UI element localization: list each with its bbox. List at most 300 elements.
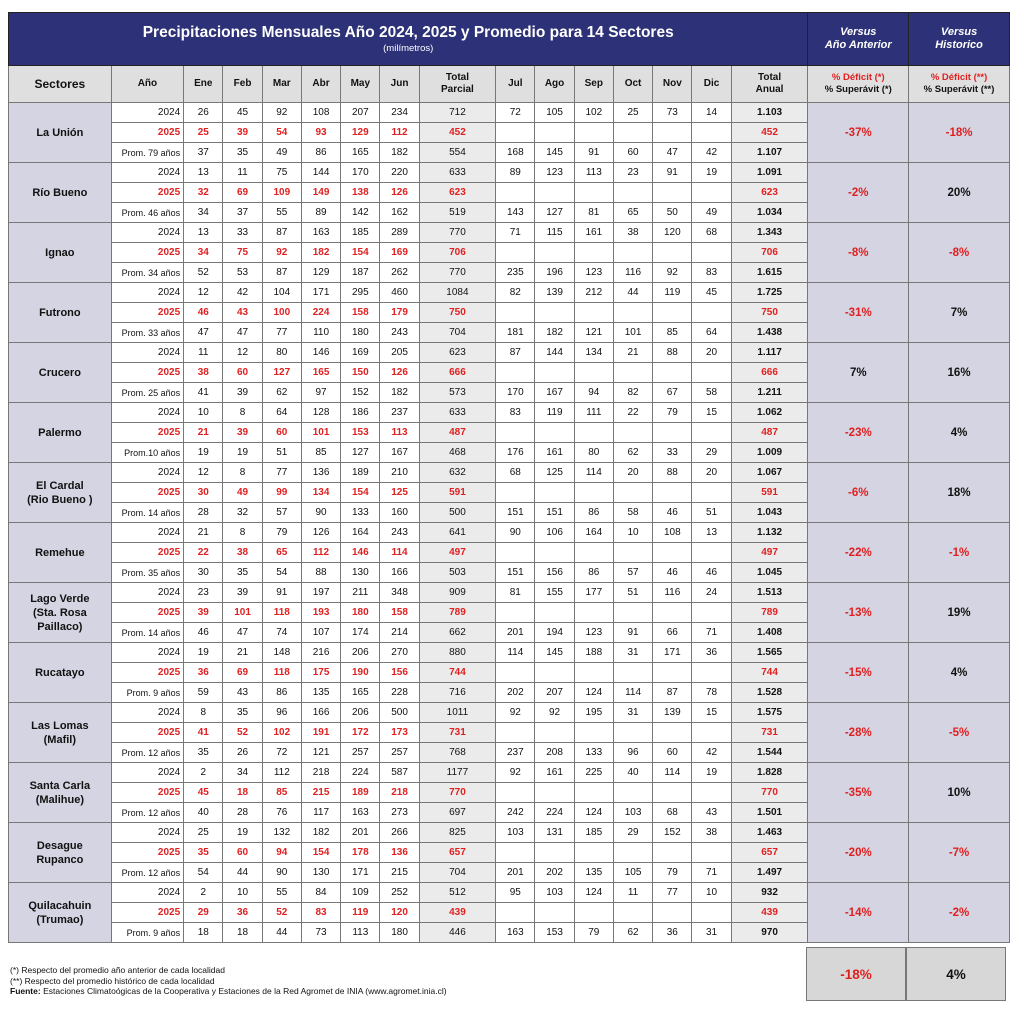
month-value: 166 bbox=[380, 563, 419, 583]
total-parcial-value: 770 bbox=[419, 223, 496, 243]
month-value: 171 bbox=[653, 643, 692, 663]
month-value: 54 bbox=[262, 123, 301, 143]
total-anual-value: 1.463 bbox=[731, 823, 808, 843]
month-value: 43 bbox=[223, 303, 262, 323]
month-value: 185 bbox=[574, 823, 613, 843]
month-value: 117 bbox=[301, 803, 340, 823]
month-value: 38 bbox=[184, 363, 223, 383]
month-value: 196 bbox=[535, 263, 574, 283]
month-value: 25 bbox=[184, 823, 223, 843]
row-year-label: Prom. 12 años bbox=[111, 803, 183, 823]
month-value: 38 bbox=[692, 823, 731, 843]
month-value bbox=[496, 843, 535, 863]
month-value: 52 bbox=[223, 723, 262, 743]
month-value: 10 bbox=[613, 523, 652, 543]
month-value: 71 bbox=[496, 223, 535, 243]
month-value: 69 bbox=[223, 183, 262, 203]
month-value bbox=[574, 843, 613, 863]
row-year-label: 2024 bbox=[111, 703, 183, 723]
total-anual-value: 1.091 bbox=[731, 163, 808, 183]
sector-name: Crucero bbox=[9, 343, 112, 403]
month-value: 132 bbox=[262, 823, 301, 843]
total-parcial-value: 657 bbox=[419, 843, 496, 863]
total-anual-value: 731 bbox=[731, 723, 808, 743]
total-anual-value: 1.408 bbox=[731, 623, 808, 643]
month-value bbox=[496, 903, 535, 923]
month-value: 31 bbox=[613, 643, 652, 663]
month-value: 225 bbox=[574, 763, 613, 783]
total-anual-value: 1.062 bbox=[731, 403, 808, 423]
month-value: 86 bbox=[574, 563, 613, 583]
month-value: 116 bbox=[653, 583, 692, 603]
month-value: 10 bbox=[184, 403, 223, 423]
month-value: 8 bbox=[223, 463, 262, 483]
row-year-label: 2024 bbox=[111, 163, 183, 183]
versus-previous-value: -23% bbox=[808, 403, 909, 463]
month-value: 224 bbox=[301, 303, 340, 323]
total-parcial-value: 825 bbox=[419, 823, 496, 843]
month-value: 35 bbox=[223, 563, 262, 583]
total-anual-value: 1.117 bbox=[731, 343, 808, 363]
month-value: 169 bbox=[341, 343, 380, 363]
total-parcial-value: 704 bbox=[419, 863, 496, 883]
month-value: 145 bbox=[535, 643, 574, 663]
month-value: 187 bbox=[341, 263, 380, 283]
month-value: 243 bbox=[380, 323, 419, 343]
month-value: 94 bbox=[574, 383, 613, 403]
total-versus-historic: 4% bbox=[906, 947, 1006, 1001]
month-value: 150 bbox=[341, 363, 380, 383]
month-value: 92 bbox=[496, 703, 535, 723]
total-anual-value: 1.107 bbox=[731, 143, 808, 163]
month-value bbox=[535, 723, 574, 743]
month-value bbox=[613, 723, 652, 743]
month-value: 119 bbox=[535, 403, 574, 423]
versus-previous-value: -6% bbox=[808, 463, 909, 523]
month-value: 83 bbox=[496, 403, 535, 423]
month-value: 182 bbox=[301, 243, 340, 263]
month-value: 87 bbox=[262, 263, 301, 283]
table-subtitle: (milímetros) bbox=[383, 43, 434, 54]
month-value: 154 bbox=[341, 483, 380, 503]
row-year-label: 2024 bbox=[111, 463, 183, 483]
month-value: 75 bbox=[262, 163, 301, 183]
month-value: 205 bbox=[380, 343, 419, 363]
month-value: 92 bbox=[535, 703, 574, 723]
month-value: 114 bbox=[653, 763, 692, 783]
source-text: Estaciones Climatoógicas de la Cooperativa y Estaciones de la Red Agromet de INIA (www.agromet.inia.cl) bbox=[40, 986, 447, 996]
row-year-label: Prom. 14 años bbox=[111, 623, 183, 643]
month-value: 21 bbox=[184, 423, 223, 443]
month-value: 135 bbox=[301, 683, 340, 703]
month-value: 129 bbox=[301, 263, 340, 283]
month-value: 105 bbox=[613, 863, 652, 883]
month-value: 587 bbox=[380, 763, 419, 783]
month-value: 79 bbox=[574, 923, 613, 943]
versus-historic-header: Versus Historico bbox=[909, 13, 1010, 66]
month-value: 45 bbox=[184, 783, 223, 803]
month-value bbox=[653, 183, 692, 203]
versus-historic-value: 20% bbox=[909, 163, 1010, 223]
month-value bbox=[653, 543, 692, 563]
row-year-label: 2024 bbox=[111, 883, 183, 903]
month-value: 160 bbox=[380, 503, 419, 523]
month-value: 134 bbox=[574, 343, 613, 363]
month-value: 197 bbox=[301, 583, 340, 603]
versus-historic-value: -1% bbox=[909, 523, 1010, 583]
total-anual-value: 1.828 bbox=[731, 763, 808, 783]
month-value: 133 bbox=[341, 503, 380, 523]
month-value: 266 bbox=[380, 823, 419, 843]
versus-previous-value: 7% bbox=[808, 343, 909, 403]
table-row bbox=[9, 223, 1010, 243]
month-value: 119 bbox=[653, 283, 692, 303]
month-value: 193 bbox=[301, 603, 340, 623]
month-value: 86 bbox=[574, 503, 613, 523]
month-value: 51 bbox=[262, 443, 301, 463]
month-value bbox=[496, 303, 535, 323]
row-year-label: Prom. 9 años bbox=[111, 923, 183, 943]
month-value: 124 bbox=[574, 883, 613, 903]
month-value: 121 bbox=[301, 743, 340, 763]
month-value bbox=[496, 483, 535, 503]
total-parcial-value: 706 bbox=[419, 243, 496, 263]
month-value bbox=[496, 423, 535, 443]
month-value: 76 bbox=[262, 803, 301, 823]
month-value: 52 bbox=[184, 263, 223, 283]
month-value: 52 bbox=[262, 903, 301, 923]
month-value: 182 bbox=[380, 383, 419, 403]
row-year-label: 2025 bbox=[111, 423, 183, 443]
row-year-label: 2025 bbox=[111, 183, 183, 203]
month-value: 40 bbox=[184, 803, 223, 823]
total-anual-value: 970 bbox=[731, 923, 808, 943]
month-value: 11 bbox=[184, 343, 223, 363]
total-parcial-value: 439 bbox=[419, 903, 496, 923]
sectores-header: Sectores bbox=[9, 66, 112, 103]
month-value: 168 bbox=[496, 143, 535, 163]
month-value: 91 bbox=[574, 143, 613, 163]
month-value: 19 bbox=[223, 823, 262, 843]
month-value: 10 bbox=[692, 883, 731, 903]
table-row bbox=[9, 163, 1010, 183]
month-value: 14 bbox=[692, 103, 731, 123]
row-year-label: 2025 bbox=[111, 483, 183, 503]
versus-historic-value: 10% bbox=[909, 763, 1010, 823]
row-year-label: 2025 bbox=[111, 123, 183, 143]
month-value: 42 bbox=[692, 743, 731, 763]
total-anual-value: 1.034 bbox=[731, 203, 808, 223]
month-value: 149 bbox=[301, 183, 340, 203]
month-value: 13 bbox=[184, 163, 223, 183]
month-value bbox=[535, 363, 574, 383]
month-value bbox=[692, 363, 731, 383]
month-value: 180 bbox=[380, 923, 419, 943]
month-header-ene: Ene bbox=[184, 66, 223, 103]
month-value: 126 bbox=[380, 363, 419, 383]
month-value: 50 bbox=[653, 203, 692, 223]
month-value: 22 bbox=[184, 543, 223, 563]
total-parcial-value: 744 bbox=[419, 663, 496, 683]
month-value: 139 bbox=[653, 703, 692, 723]
month-value: 88 bbox=[653, 463, 692, 483]
row-year-label: 2025 bbox=[111, 303, 183, 323]
month-value: 237 bbox=[380, 403, 419, 423]
month-value: 126 bbox=[301, 523, 340, 543]
month-value bbox=[496, 663, 535, 683]
total-parcial-value: 452 bbox=[419, 123, 496, 143]
month-value bbox=[535, 183, 574, 203]
month-value: 123 bbox=[574, 263, 613, 283]
versus-historic-value: 7% bbox=[909, 283, 1010, 343]
month-value: 88 bbox=[301, 563, 340, 583]
month-value bbox=[653, 903, 692, 923]
month-value: 21 bbox=[223, 643, 262, 663]
month-value: 164 bbox=[574, 523, 613, 543]
month-value bbox=[692, 183, 731, 203]
month-value: 71 bbox=[692, 863, 731, 883]
month-value: 94 bbox=[262, 843, 301, 863]
month-value: 178 bbox=[341, 843, 380, 863]
month-value bbox=[653, 123, 692, 143]
month-value: 108 bbox=[301, 103, 340, 123]
month-value: 151 bbox=[496, 563, 535, 583]
month-value: 180 bbox=[341, 603, 380, 623]
row-year-label: Prom. 35 años bbox=[111, 563, 183, 583]
total-anual-value: 1.067 bbox=[731, 463, 808, 483]
month-value: 49 bbox=[223, 483, 262, 503]
month-value: 214 bbox=[380, 623, 419, 643]
month-value: 79 bbox=[653, 863, 692, 883]
month-value: 82 bbox=[496, 283, 535, 303]
row-year-label: 2025 bbox=[111, 903, 183, 923]
footnote-1: (*) Respecto del promedio año anterior de cada localidad bbox=[10, 965, 225, 975]
month-value: 18 bbox=[184, 923, 223, 943]
row-year-label: 2025 bbox=[111, 543, 183, 563]
month-value: 26 bbox=[223, 743, 262, 763]
month-value: 243 bbox=[380, 523, 419, 543]
month-value: 37 bbox=[184, 143, 223, 163]
total-versus-previous: -18% bbox=[806, 947, 906, 1001]
month-value: 55 bbox=[262, 203, 301, 223]
month-value: 252 bbox=[380, 883, 419, 903]
month-value: 155 bbox=[535, 583, 574, 603]
month-value: 115 bbox=[535, 223, 574, 243]
month-value bbox=[574, 423, 613, 443]
month-value: 126 bbox=[380, 183, 419, 203]
month-value: 139 bbox=[535, 283, 574, 303]
table-row bbox=[9, 643, 1010, 663]
month-value: 131 bbox=[535, 823, 574, 843]
month-value: 8 bbox=[223, 523, 262, 543]
versus-historic-value: 4% bbox=[909, 643, 1010, 703]
month-value: 89 bbox=[496, 163, 535, 183]
month-value bbox=[574, 723, 613, 743]
month-value bbox=[574, 903, 613, 923]
month-header-jun: Jun bbox=[380, 66, 419, 103]
month-value: 80 bbox=[262, 343, 301, 363]
month-value: 8 bbox=[223, 403, 262, 423]
month-value: 257 bbox=[341, 743, 380, 763]
month-value bbox=[613, 903, 652, 923]
month-value: 130 bbox=[341, 563, 380, 583]
month-value: 8 bbox=[184, 703, 223, 723]
month-value: 215 bbox=[301, 783, 340, 803]
month-value bbox=[496, 603, 535, 623]
month-value: 32 bbox=[184, 183, 223, 203]
total-parcial-value: 704 bbox=[419, 323, 496, 343]
month-value: 99 bbox=[262, 483, 301, 503]
month-value: 194 bbox=[535, 623, 574, 643]
month-value: 12 bbox=[184, 463, 223, 483]
month-value: 44 bbox=[613, 283, 652, 303]
month-value bbox=[535, 483, 574, 503]
month-value: 39 bbox=[223, 123, 262, 143]
month-value: 224 bbox=[535, 803, 574, 823]
month-value: 172 bbox=[341, 723, 380, 743]
month-value: 36 bbox=[184, 663, 223, 683]
month-value: 124 bbox=[574, 683, 613, 703]
table-row bbox=[9, 403, 1010, 423]
total-parcial-value: 750 bbox=[419, 303, 496, 323]
month-value: 73 bbox=[653, 103, 692, 123]
total-anual-value: 1.528 bbox=[731, 683, 808, 703]
total-anual-value: 1.009 bbox=[731, 443, 808, 463]
row-year-label: 2024 bbox=[111, 523, 183, 543]
sector-name: Desague Rupanco bbox=[9, 823, 112, 883]
row-year-label: Prom. 79 años bbox=[111, 143, 183, 163]
total-anual-value: 744 bbox=[731, 663, 808, 683]
sector-name: Quilacahuin (Trumao) bbox=[9, 883, 112, 943]
month-value: 80 bbox=[574, 443, 613, 463]
month-value bbox=[574, 543, 613, 563]
versus-historic-value: 18% bbox=[909, 463, 1010, 523]
month-value: 114 bbox=[574, 463, 613, 483]
month-value: 156 bbox=[380, 663, 419, 683]
month-value: 11 bbox=[613, 883, 652, 903]
row-year-label: 2024 bbox=[111, 583, 183, 603]
month-value: 175 bbox=[301, 663, 340, 683]
total-parcial-value: 666 bbox=[419, 363, 496, 383]
month-value: 40 bbox=[613, 763, 652, 783]
month-value: 237 bbox=[496, 743, 535, 763]
table-row bbox=[9, 103, 1010, 123]
month-value: 124 bbox=[574, 803, 613, 823]
total-parcial-value: 623 bbox=[419, 183, 496, 203]
month-value: 34 bbox=[223, 763, 262, 783]
month-value: 142 bbox=[341, 203, 380, 223]
month-value: 41 bbox=[184, 383, 223, 403]
month-value: 75 bbox=[223, 243, 262, 263]
month-value bbox=[653, 483, 692, 503]
month-value: 145 bbox=[535, 143, 574, 163]
month-value: 96 bbox=[262, 703, 301, 723]
total-parcial-value: 623 bbox=[419, 343, 496, 363]
month-value: 57 bbox=[262, 503, 301, 523]
month-value: 39 bbox=[184, 603, 223, 623]
row-year-label: 2024 bbox=[111, 763, 183, 783]
month-value bbox=[535, 603, 574, 623]
table-row bbox=[9, 583, 1010, 603]
total-anual-value: 452 bbox=[731, 123, 808, 143]
month-value: 95 bbox=[496, 883, 535, 903]
source-note bbox=[10, 986, 447, 997]
month-value: 36 bbox=[692, 643, 731, 663]
month-value: 105 bbox=[535, 103, 574, 123]
month-value: 295 bbox=[341, 283, 380, 303]
total-parcial-value: 770 bbox=[419, 783, 496, 803]
month-value: 92 bbox=[262, 243, 301, 263]
month-value: 114 bbox=[613, 683, 652, 703]
row-year-label: 2025 bbox=[111, 783, 183, 803]
month-value: 33 bbox=[223, 223, 262, 243]
month-value bbox=[496, 723, 535, 743]
month-value: 91 bbox=[613, 623, 652, 643]
month-value: 90 bbox=[262, 863, 301, 883]
month-value: 43 bbox=[692, 803, 731, 823]
total-parcial-value: 633 bbox=[419, 403, 496, 423]
versus-historic-value: -5% bbox=[909, 703, 1010, 763]
month-value: 136 bbox=[380, 843, 419, 863]
month-value: 163 bbox=[496, 923, 535, 943]
month-value: 127 bbox=[341, 443, 380, 463]
month-value bbox=[613, 483, 652, 503]
month-value: 35 bbox=[184, 743, 223, 763]
month-value: 21 bbox=[613, 343, 652, 363]
total-anual-value: 591 bbox=[731, 483, 808, 503]
month-value: 18 bbox=[223, 923, 262, 943]
month-value: 78 bbox=[692, 683, 731, 703]
month-value: 71 bbox=[692, 623, 731, 643]
row-year-label: 2025 bbox=[111, 363, 183, 383]
month-value: 23 bbox=[613, 163, 652, 183]
precipitation-table bbox=[8, 12, 1010, 943]
month-value: 188 bbox=[574, 643, 613, 663]
row-year-label: 2025 bbox=[111, 843, 183, 863]
month-value: 60 bbox=[223, 363, 262, 383]
month-value: 35 bbox=[223, 143, 262, 163]
month-value bbox=[613, 603, 652, 623]
versus-previous-value: -2% bbox=[808, 163, 909, 223]
month-value bbox=[653, 783, 692, 803]
month-value bbox=[692, 543, 731, 563]
month-value bbox=[692, 723, 731, 743]
row-year-label: 2025 bbox=[111, 723, 183, 743]
row-year-label: 2024 bbox=[111, 223, 183, 243]
total-anual-value: 1.565 bbox=[731, 643, 808, 663]
month-value: 45 bbox=[223, 103, 262, 123]
month-header-jul: Jul bbox=[496, 66, 535, 103]
total-parcial-value: 1084 bbox=[419, 283, 496, 303]
total-parcial-header: Total Parcial bbox=[419, 66, 496, 103]
month-value: 104 bbox=[262, 283, 301, 303]
versus-previous-value: -22% bbox=[808, 523, 909, 583]
month-value: 120 bbox=[380, 903, 419, 923]
month-value: 151 bbox=[535, 503, 574, 523]
month-value: 46 bbox=[653, 563, 692, 583]
deficit-superavit-historic-header: % Déficit (**) % Superávit (**) bbox=[909, 66, 1010, 103]
month-value bbox=[574, 303, 613, 323]
month-value: 29 bbox=[692, 443, 731, 463]
month-value: 153 bbox=[535, 923, 574, 943]
total-parcial-value: 519 bbox=[419, 203, 496, 223]
month-value: 68 bbox=[496, 463, 535, 483]
versus-historic-value: 4% bbox=[909, 403, 1010, 463]
month-value: 128 bbox=[301, 403, 340, 423]
total-parcial-value: 768 bbox=[419, 743, 496, 763]
sector-name: La Unión bbox=[9, 103, 112, 163]
month-value: 118 bbox=[262, 603, 301, 623]
